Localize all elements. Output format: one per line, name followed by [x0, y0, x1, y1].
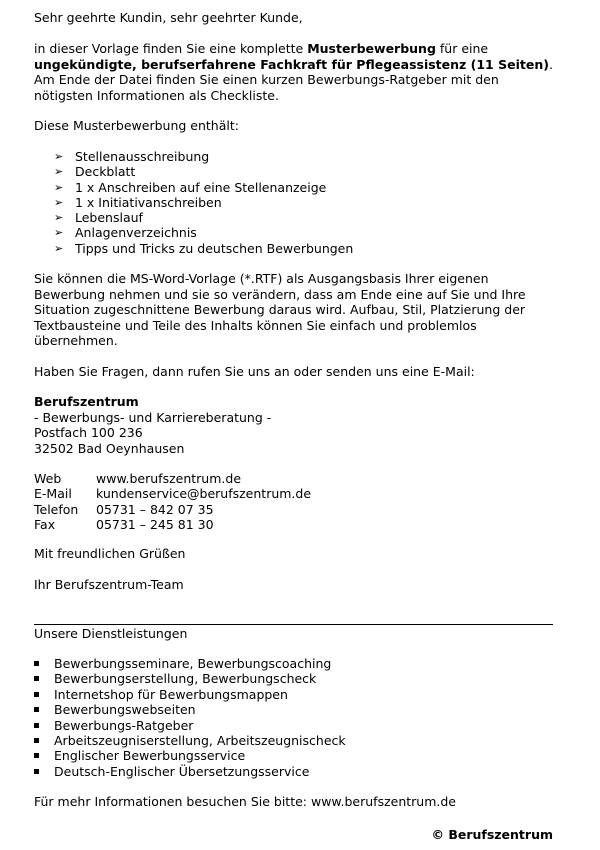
- square-bullet-icon: [34, 723, 39, 728]
- services-list-item-label: Bewerbungsseminare, Bewerbungscoaching: [54, 656, 332, 671]
- questions-text: Haben Sie Fragen, dann rufen Sie uns an oder senden uns eine E-Mail:: [34, 364, 475, 379]
- signature-text: Ihr Berufszentrum-Team: [34, 577, 184, 592]
- square-bullet-icon: [34, 676, 39, 681]
- contact-table: [34, 471, 554, 532]
- contact-row: [34, 502, 554, 517]
- copyright-notice: © Berufszentrum: [431, 827, 553, 842]
- greeting-text: Sehr geehrte Kundin, sehr geehrter Kunde,: [34, 10, 303, 25]
- contents-list-item-label: Stellenausschreibung: [75, 149, 210, 164]
- services-list-item: [34, 748, 554, 763]
- services-heading-text: Unsere Dienstleistungen: [34, 626, 188, 641]
- contents-list-item-label: 1 x Initiativanschreiben: [75, 194, 222, 210]
- arrow-bullet-icon: ➢: [54, 180, 64, 194]
- contents-list-item: [34, 210, 554, 225]
- intro-bold1: Musterbewerbung: [307, 41, 436, 56]
- company-address: [34, 394, 554, 456]
- arrow-bullet-icon: ➢: [54, 241, 64, 255]
- services-list-item-label: Arbeitszeugniserstellung, Arbeitszeugnischeck: [54, 733, 346, 749]
- contents-list-item: [34, 225, 554, 240]
- company-name: Berufszentrum: [34, 394, 139, 409]
- contents-list-item-label: Tipps und Tricks zu deutschen Bewerbungen: [75, 240, 354, 256]
- services-list-item: [34, 687, 554, 702]
- services-list-item-label: Deutsch-Englischer Übersetzungsservice: [54, 763, 310, 779]
- services-list: [34, 656, 554, 779]
- arrow-bullet-icon: ➢: [54, 165, 64, 179]
- services-list-item-label: Bewerbungserstellung, Bewerbungscheck: [54, 671, 317, 687]
- square-bullet-icon: [34, 692, 39, 697]
- services-list-item: [34, 702, 554, 717]
- contents-list-item: [34, 164, 554, 179]
- services-list-item-label: Englischer Bewerbungsservice: [54, 748, 246, 764]
- greeting: [34, 10, 554, 26]
- contents-list-item: [34, 180, 554, 195]
- intro-paragraph: [34, 41, 554, 103]
- contents-list-item: [34, 241, 554, 256]
- services-list-item: [34, 718, 554, 733]
- closing-text: Mit freundlichen Grüßen: [34, 546, 186, 561]
- contact-value: kundenservice@berufszentrum.de: [96, 486, 312, 502]
- more-info: [34, 794, 554, 810]
- contents-list-item-label: 1 x Anschreiben auf eine Stellenanzeige: [75, 179, 327, 195]
- company-postbox: Postfach 100 236: [34, 425, 143, 440]
- intro-part3: . Am Ende der Datei finden Sie einen kurzen Bewerbungs-Ratgeber mit den nötigsten Informationen als Checkliste.: [34, 56, 553, 103]
- services-list-item: [34, 656, 554, 671]
- more-info-text: Für mehr Informationen besuchen Sie bitte: www.berufszentrum.de: [34, 794, 456, 809]
- square-bullet-icon: [34, 661, 39, 666]
- contact-value: 05731 – 842 07 35: [96, 501, 214, 517]
- services-list-item: [34, 764, 554, 779]
- company-city: 32502 Bad Oeynhausen: [34, 440, 185, 456]
- arrow-bullet-icon: ➢: [54, 150, 64, 163]
- contents-heading: [34, 118, 554, 134]
- contents-list: [34, 149, 554, 256]
- contents-heading-text: Diese Musterbewerbung enthält:: [34, 118, 239, 133]
- usage-text: Sie können die MS-Word-Vorlage (*.RTF) als Ausgangsbasis Ihrer eigenen Bewerbung nehmen und sie so verändern, dass am Ende eine auf Sie und Ihre Situation zugeschnittene Bewerbung daraus wird. Aufbau, Stil, Platzierung der Textbausteine und Teile des Inhalts können Sie einfach und problemlos übernehmen.: [34, 271, 526, 348]
- contents-list-item-label: Deckblatt: [75, 164, 136, 180]
- square-bullet-icon: [34, 769, 39, 774]
- contents-list-item: [34, 149, 554, 164]
- usage-paragraph: [34, 271, 554, 349]
- services-list-item-label: Bewerbungs-Ratgeber: [54, 717, 194, 733]
- contact-key: Telefon: [34, 501, 79, 517]
- signature: [34, 577, 554, 593]
- contact-value: www.berufszentrum.de: [96, 471, 242, 486]
- contents-list-item-label: Anlagenverzeichnis: [75, 225, 197, 241]
- contact-row: [34, 471, 554, 486]
- contact-row: [34, 517, 554, 532]
- contact-row: [34, 486, 554, 501]
- intro-bold2: ungekündigte, berufserfahrene Fachkraft für Pflegeassistenz (11 Seiten): [34, 56, 549, 72]
- contact-value: 05731 – 245 81 30: [96, 516, 214, 532]
- contact-key: Web: [34, 471, 62, 486]
- square-bullet-icon: [34, 707, 39, 712]
- services-heading: [34, 626, 554, 642]
- square-bullet-icon: [34, 753, 39, 758]
- arrow-bullet-icon: ➢: [54, 211, 64, 225]
- services-list-item: [34, 671, 554, 686]
- company-tagline: - Bewerbungs- und Karriereberatung -: [34, 409, 272, 425]
- intro-part1: in dieser Vorlage finden Sie eine komplette: [34, 41, 308, 56]
- square-bullet-icon: [34, 738, 39, 743]
- services-list-item-label: Bewerbungswebseiten: [54, 702, 196, 718]
- closing: [34, 546, 554, 562]
- contact-key: E-Mail: [34, 486, 72, 502]
- contents-list-item-label: Lebenslauf: [75, 210, 143, 226]
- contact-key: Fax: [34, 516, 56, 532]
- questions-paragraph: [34, 364, 554, 380]
- divider-line: [34, 624, 553, 625]
- intro-part2: für eine: [435, 41, 489, 56]
- services-list-item: [34, 733, 554, 748]
- arrow-bullet-icon: ➢: [54, 226, 64, 240]
- contents-list-item: [34, 195, 554, 210]
- services-list-item-label: Internetshop für Bewerbungsmappen: [54, 686, 288, 702]
- arrow-bullet-icon: ➢: [54, 195, 64, 209]
